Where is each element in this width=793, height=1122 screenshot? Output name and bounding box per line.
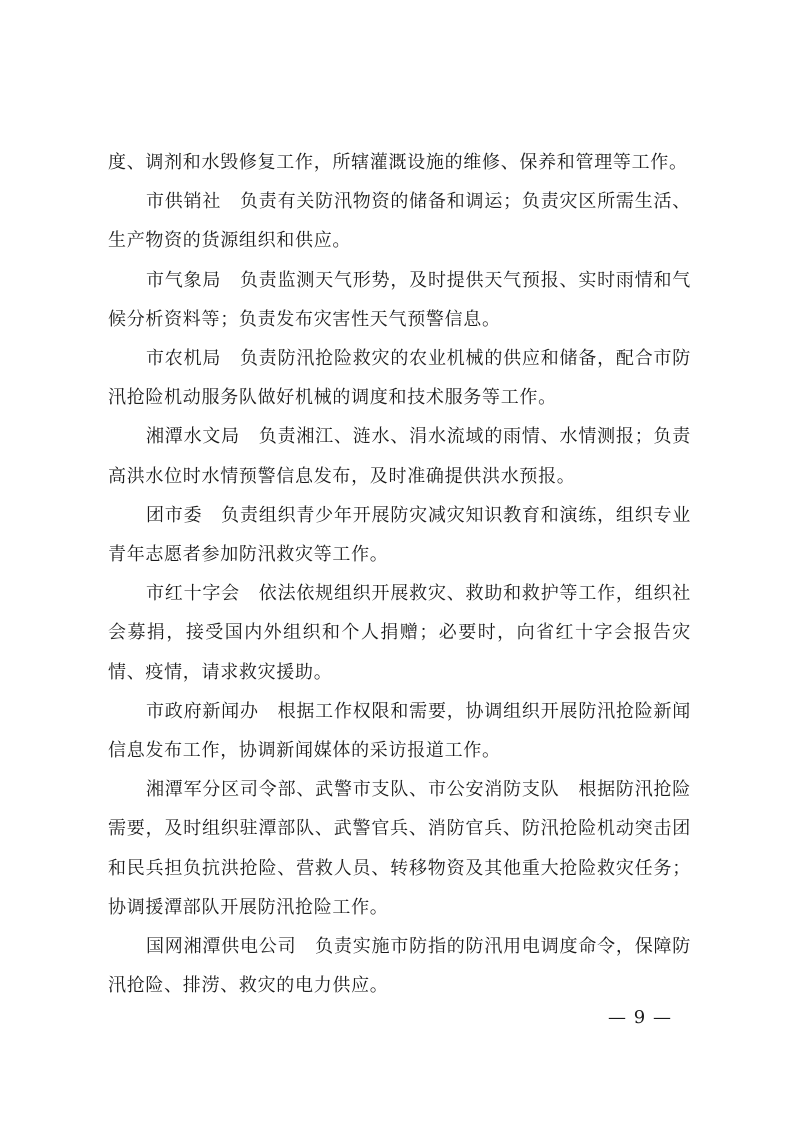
- paragraph-meteorological-bureau: 市气象局 负责监测天气形势，及时提供天气预报、实时雨情和气候分析资料等；负责发布灾害性天气预警信息。: [108, 269, 691, 330]
- paragraph-hydrology-bureau: 湘潭水文局 负责湘江、涟水、涓水流域的雨情、水情测报；负责高洪水位时水情预警信息发布，及时准确提供洪水预报。: [108, 426, 691, 487]
- paragraph-news-office: 市政府新闻办 根据工作权限和需要，协调组织开展防汛抢险新闻信息发布工作，协调新闻媒体的采访报道工作。: [108, 700, 691, 762]
- body-text: [108, 143, 691, 1005]
- paragraph-continuation: 度、调剂和水毁修复工作，所辖灌溉设施的维修、保养和管理等工作。: [108, 152, 688, 173]
- paragraph-military-fire: 湘潭军分区司令部、武警市支队、市公安消防支队 根据防汛抢险需要，及时组织驻潭部队、武警官兵、消防官兵、防汛抢险机动突击团和民兵担负抗洪抢险、营救人员、转移物资及其他重大抢险救灾任务；协调援潭部队开展防汛抢险工作。: [108, 779, 691, 918]
- paragraph-supply-cooperative: 市供销社 负责有关防汛物资的储备和调运；负责灾区所需生活、生产物资的货源组织和供应。: [108, 191, 691, 252]
- paragraph-agricultural-machinery-bureau: 市农机局 负责防汛抢险救灾的农业机械的供应和储备，配合市防汛抢险机动服务队做好机械的调度和技术服务等工作。: [108, 348, 691, 409]
- paragraph-power-company: 国网湘潭供电公司 负责实施市防指的防汛用电调度命令，保障防汛抢险、排涝、救灾的电力供应。: [108, 936, 691, 997]
- paragraph-red-cross: 市红十字会 依法依规组织开展救灾、救助和救护等工作，组织社会募捐，接受国内外组织和个人捐赠；必要时，向省红十字会报告灾情、疫情，请求救灾援助。: [108, 583, 691, 683]
- page-number: — 9 —: [608, 1007, 672, 1028]
- paragraph-youth-league: 团市委 负责组织青少年开展防灾减灾知识教育和演练，组织专业青年志愿者参加防汛救灾等工作。: [108, 504, 691, 566]
